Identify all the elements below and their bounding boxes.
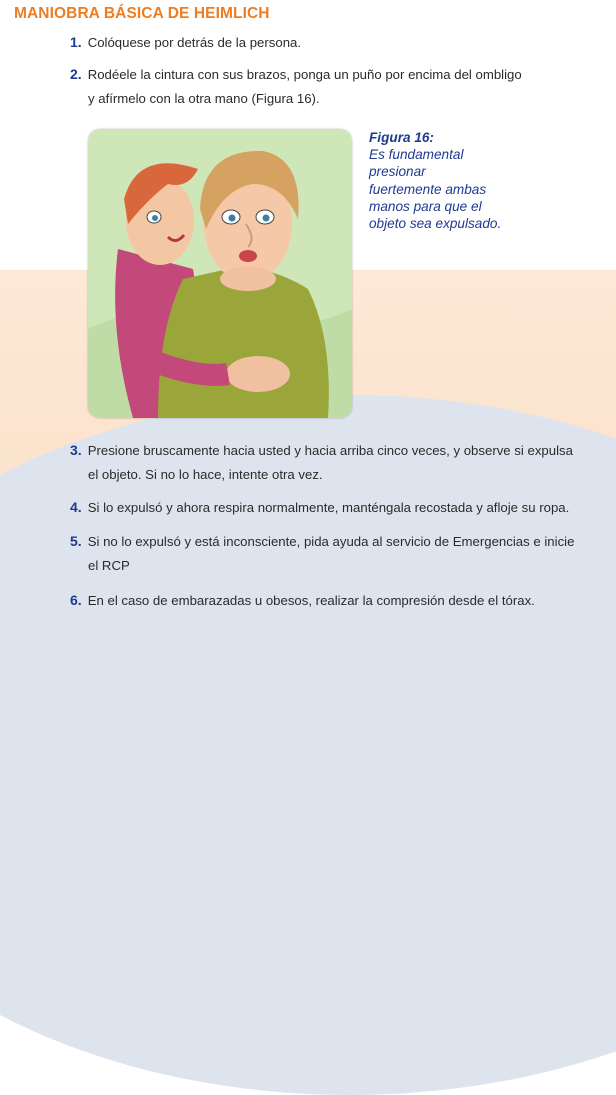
step-2 bbox=[70, 62, 522, 111]
caption-line: fuertemente ambas bbox=[369, 181, 487, 197]
figure-caption bbox=[369, 129, 529, 232]
step-number: 5. bbox=[70, 533, 82, 549]
step-text: Si no lo expulsó y está inconsciente, pida ayuda al servicio de Emergencias e inicie bbox=[87, 534, 575, 549]
step-1 bbox=[70, 30, 301, 55]
step-number: 1. bbox=[70, 34, 82, 50]
step-number: 4. bbox=[70, 499, 82, 515]
step-6 bbox=[70, 588, 535, 613]
step-5 bbox=[70, 529, 574, 578]
step-text-cont: el objeto. Si no lo hace, intente otra vez. bbox=[88, 467, 323, 482]
step-text-cont: y afírmelo con la otra mano (Figura 16). bbox=[88, 91, 320, 106]
step-text-cont: el RCP bbox=[88, 558, 130, 573]
step-number: 2. bbox=[70, 66, 82, 82]
caption-line: objeto sea expulsado. bbox=[369, 216, 502, 232]
step-text: Colóquese por detrás de la persona. bbox=[87, 35, 302, 50]
step-number: 3. bbox=[70, 442, 82, 458]
step-text: Rodéele la cintura con sus brazos, ponga un puño por encima del ombligo bbox=[87, 67, 522, 82]
step-text: Presione bruscamente hacia usted y hacia arriba cinco veces, y observe si expulsa bbox=[87, 443, 573, 458]
caption-line: manos para que el bbox=[369, 198, 482, 214]
step-text: En el caso de embarazadas u obesos, realizar la compresión desde el tórax. bbox=[87, 593, 535, 608]
heimlich-illustration bbox=[88, 129, 352, 418]
page-title: MANIOBRA BÁSICA DE HEIMLICH bbox=[14, 5, 270, 22]
step-4 bbox=[70, 495, 569, 520]
step-3 bbox=[70, 438, 573, 487]
step-number: 6. bbox=[70, 592, 82, 608]
caption-line: Es fundamental bbox=[369, 147, 464, 163]
step-text: Si lo expulsó y ahora respira normalmente, manténgala recostada y afloje su ropa. bbox=[87, 500, 570, 515]
caption-line: presionar bbox=[369, 164, 426, 180]
figure-label: Figura 16: bbox=[369, 130, 434, 145]
